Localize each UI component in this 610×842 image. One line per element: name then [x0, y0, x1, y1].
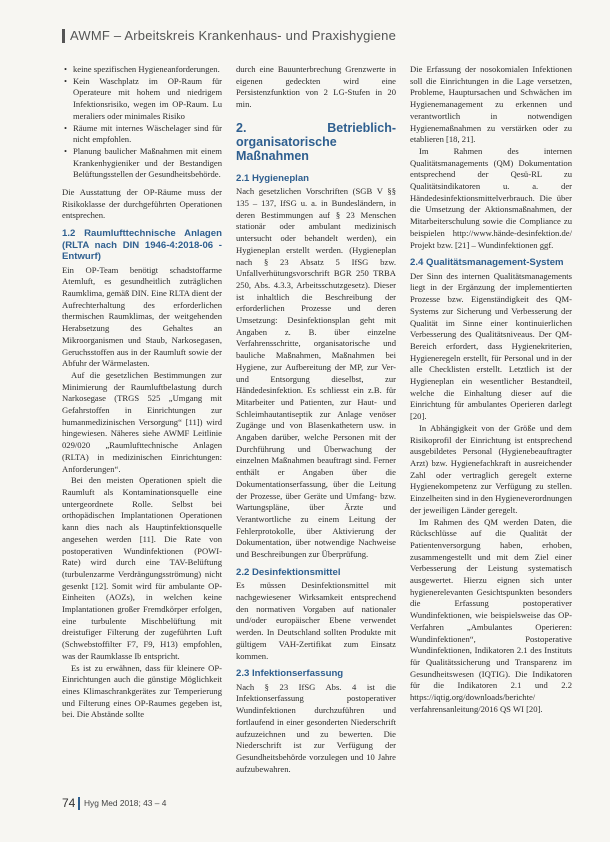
paragraph: Ein OP-Team benötigt schadstoffarme Atemluft, es gesundheitlich zuträglichen Raumklima, gemäß DIN. Eine RLTA dient der Aufrechterhaltung des erforderlichen thermischen Raumklimas, der weitgehenden Herabsetzung des Gehaltes an Mikroorganismen und Staub, Narkosegasen, Geruchsstoffen aus in der Raumluft sowie der Abfuhr der Wärmelasten. [62, 264, 222, 369]
paragraph: Bei den meisten Operationen spielt die Raumluft als Kontaminationsquelle eine untergeordnete Rolle. Selbst bei orthopädischen Implantationen Operationen kann dies nach als Hauptinfektionsquelle angesehen werden [11]. Die Rate von postoperativen Wundinfektionen (POWI-Rate) wird durch eine TAV-Belüftung (turbulenzarme Verdrängungsströmung) nicht gesenkt [12]. Somit wird für ambulante OP-Einheiten (AOZs), in welchen keine Implantationen großer Fremdkörper erfolgen, eine turbulente Mischbelüftung mit dreistufiger Filterung der zugeführten Luft (Schwebstoffilter F7, F9, H13) empfohlen, was der Raumklasse Ib entspricht. [62, 475, 222, 661]
section-heading-1-2: 1.2 Raumlufttechnische Anlagen (RLTA nach DIN 1946-4:2018-06 - Entwurf) [62, 228, 222, 263]
requirements-list [62, 64, 222, 181]
section-heading-2: 2. Betrieblich-organisatorische Maßnahmen [236, 120, 396, 163]
list-item: • Kein Waschplatz im OP-Raum für Operateure mit hohem und niedrigem Infektionsrisiko, wegen im OP-Raum. Lu meraliers oder minimales Risiko [73, 76, 222, 123]
paragraph: Nach gesetzlichen Vorschriften (SGB V §§ 135 – 137, IfSG u. a. in Bundesländern, in deren Bestimmungen auf § 23 Menschen stationär oder ambulant medizinisch untersucht oder behandelt werden), ein Hygieneplan erstellt werden. (Hygieneplan nach § 23 Absatz 5 IfSG bzw. Unfallverhütungsvorschrift BGR 250 TRBA 250, Abs. 4.3.3, Arbeitsschutzgesetz). Dieser ist inhaltlich die Beschreibung der erforderlichen Prozesse und deren Umsetzung: Desinfektionsplan geht mit Angaben z. B. über einzelne Verfahrensschritte, organisatorische und bauliche Maßnahmen, Maßnahmen bei Hygiene, zur Aufbereitung der MP, zur Ver- und Entsorgung dieselbst, zur Händedesinfektion. Es schliesst ein z.B. für Mitarbeiter und Patienten, zur Haut- und Schleimhautantiseptik zur Anlage venöser Zugänge und von Blasenkathetern usw. in Angaben darüber, welche Personen mit der Durchführung und Überwachung der einzelnen Maßnahmen beauftragt sind. Ferner enthält er Angaben über die Dokumentationserfassung, über die Leitung der Prozesse, über Geräte und Umfang- bzw. Wartungspläne, über Ärzte und Verantwortliche zu einem Leitung der Fehlerprotokolle, über Aktivierung der Dokumentation, über notwendige Nachweise und Beschreibungen zur Überprüfung. [236, 186, 396, 560]
paragraph: Die Ausstattung der OP-Räume muss der Risikoklasse der durchgeführten Operationen entsprechen. [62, 187, 222, 221]
paragraph: In Abhängigkeit von der Größe und dem Risikoprofil der Einrichtung ist entsprechend ausgebildetes Personal (Hygienebeauftragter Arzt) bzw. Hygienefachkraft in ausreichender Zahl oder vertraglich geregelt externe Hygienekompetenz zur Verfügung zu stellen. Einzelheiten sind in den Hygieneverordnungen der jeweiligen Länder geregelt. [410, 422, 572, 515]
paragraph: Die Erfassung der nosokomialen Infektionen soll die Einrichtungen in die Lage versetzen, Probleme, Hauptursachen und Schwächen im Hygienemanagement zu erkennen und verantwortlich in notwendigen Hygienemaßnahmen zu verstärken oder zu etablieren [18, 21]. [410, 64, 572, 145]
page-number: 74 [62, 796, 76, 810]
paragraph: Der Sinn des internen Qualitätsmanagements liegt in der Ergänzung der implementierten Prozesse bzw. Eigenständigkeit des QM-Systems zur Sicherung und Verbesserung der Qualität im Sinne einer kontinuierlichen Verbesserung des Qualitätsniveaus. Der QM-Bereich erfordert, dass Hygienekriterien, Hygieneregeln erstellt, für Personal und in der alle Checklisten erstellt. Letztlich ist der Hygieneplan ein wesentlicher Bestandteil, welche die Einhaltung dieser auf die Einrichtung für ambulantes Operieren darlegt [20]. [410, 270, 572, 422]
paragraph: Es müssen Desinfektionsmittel mit nachgewiesener Wirksamkeit entsprechend den normativen Vorgaben auf nationaler und/oder europäischer Ebene verwendet werden. In Deutschland sollten Produkte mit gültigem VAH-Zertifikat zum Einsatz kommen. [236, 580, 396, 661]
list-item: • Räume mit internes Wäschelager sind für nicht empfohlen. [73, 123, 222, 146]
header-title: AWMF – Arbeitskreis Krankenhaus- und Praxishygiene [70, 28, 396, 43]
paragraph: Nach § 23 IfSG Abs. 4 ist die Infektionserfassung postoperativer Wundinfektionen durchzuführen und fortlaufend in einer gesonderten Niederschrift aufzuzeichnen und zu bewerten. Die Niederschrift ist zur Verfügung der Gesundheitsbehörde vorzulegen und 10 Jahre aufzubewahren. [236, 681, 396, 774]
journal-citation: Hyg Med 2018; 43 – 4 [84, 798, 167, 808]
footer-accent-bar [78, 797, 80, 810]
paragraph: Es ist zu erwähnen, dass für kleinere OP-Einrichtungen auch die günstige Möglichkeit eines Klimaschrankgerätes zur Temperierung und Filterung eines OP-Raumes gegeben ist, bei. Die Abstände sollte [62, 662, 222, 720]
running-header [0, 0, 610, 46]
page-footer [62, 796, 562, 812]
column-1 [62, 64, 222, 721]
section-heading-2-1: 2.1 Hygieneplan [236, 172, 310, 184]
section-heading-2-2: 2.2 Desinfektionsmittel [236, 566, 341, 578]
section-heading-2-4: 2.4 Qualitätsmanagement-System [410, 257, 564, 269]
paragraph: Im Rahmen des QM werden Daten, die Rückschlüsse auf die Qualität der Patientenversorgung haben, erhoben, zusammengestellt und mit dem Ziel einer Verbesserung der Leistung systematisch ausgewertet. Hierzu eignen sich unter hygienerelevanten Gesichtspunkten besonders die Erfassung postoperativer Wundinfektionen, wie beispielsweise das OP-Verfahren „Ambulantes Operieren: Wundinfektionen“, Postoperative Wundinfektionen, Indikatoren 2.1 des Instituts für Qualitätssicherung und Transparenz im Gesundheitswesen (IQTIG). Die Indikatoren für die Indikatoren 2.1 und 2.2 https://iqtig.org/downloads/berichte/ verfahrensanleitung/2016 QS WI [20]. [410, 516, 572, 714]
column-3 [410, 64, 572, 715]
paragraph: Im Rahmen des internen Qualitätsmanagements (QM) Dokumentation entsprechend der Qesü-RL zu Qualitätsindikatoren u. a. der Händedesinfektionsmittelverbrauch. Die über die Umsetzung der Aktionsmaßnahmen, der Mitarbeiterschulung sowie die Compliance zu beispielen http://www.hände-desinfektion.de/ Projekt bzw. [21] – Wundinfektionen ggf. [410, 145, 572, 250]
section-heading-2-3: 2.3 Infektionserfassung [236, 668, 344, 680]
paragraph: Auf die gesetzlichen Bestimmungen zur Minimierung der Raumluftbelastung durch Narkosegase (TRGS 525 „Umgang mit Gefahrstoffen in Einrichtungen zur humanmedizinischen Versorgung“ [11]) wird hingewiesen. Näheres siehe AWMF Leitlinie 029/020 „Raumlufttechnische Anlagen (RLTA) in medizinischen Einrichtungen: Anforderungen“. [62, 369, 222, 474]
list-item: • keine spezifischen Hygieneanforderungen. [73, 64, 222, 76]
list-item: • Planung baulicher Maßnahmen mit einem Krankenhygieniker und der Bestandigen Belüftungsstellen der Gesundheitsbehörde. [73, 146, 222, 181]
header-accent-bar [62, 29, 65, 43]
paragraph: durch eine Bauunterbrechung Grenzwerte in eigenen gedeckten wird eine Persistenzfunktion von 2 LG-Stufen in 20 min. [236, 64, 396, 110]
column-2 [236, 64, 396, 775]
